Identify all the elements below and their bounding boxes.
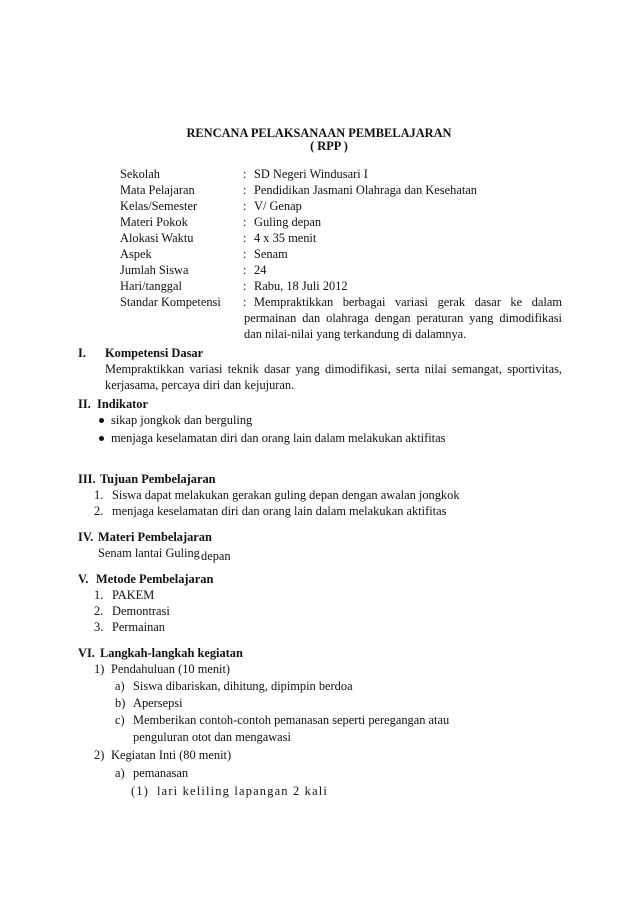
- identity-label: Hari/tanggal: [120, 279, 182, 293]
- list-item-text: Pendahuluan (10 menit): [111, 662, 231, 676]
- list-number: 1): [94, 662, 105, 676]
- identity-colon: :: [243, 167, 247, 181]
- identity-label: Materi Pokok: [120, 215, 188, 229]
- section-number: III.: [78, 472, 96, 486]
- list-number: 1.: [94, 588, 104, 602]
- identity-label: Kelas/Semester: [120, 199, 198, 213]
- section-title: Langkah-langkah kegiatan: [100, 646, 243, 660]
- identity-colon: :: [243, 183, 247, 197]
- identity-value: SD Negeri Windusari I: [254, 167, 368, 181]
- list-item-text: menjaga keselamatan diri dan orang lain dalam melakukan aktifitas: [112, 504, 447, 518]
- list-item: [99, 413, 252, 428]
- identity-value-line: permainan dan olahraga dengan peraturan yang dimodifikasi: [244, 311, 562, 325]
- section-number: V.: [78, 572, 89, 586]
- list-item-text: Siswa dibariskan, dihitung, dipimpin berdoa: [133, 679, 353, 693]
- list-item-text: Siswa dapat melakukan gerakan guling depan dengan awalan jongkok: [112, 488, 460, 502]
- identity-label: Sekolah: [120, 167, 160, 181]
- section-number: VI.: [78, 646, 95, 660]
- list-number: 2.: [94, 504, 104, 518]
- list-item-text: lari keliling lapangan 2 kali: [157, 784, 329, 798]
- identity-value: 24: [254, 263, 267, 277]
- section-text: Senam lantai Guling: [98, 546, 200, 560]
- section-title: Indikator: [97, 397, 148, 411]
- identity-value-line: dan nilai-nilai yang terkandung di dalamnya.: [244, 327, 467, 341]
- identity-value-line: Mempraktikkan berbagai variasi gerak dasar ke dalam: [254, 295, 562, 309]
- identity-value: 4 x 35 menit: [254, 231, 317, 245]
- identity-value: Senam: [254, 247, 288, 261]
- identity-value: V/ Genap: [254, 199, 302, 213]
- identity-colon: :: [243, 263, 247, 277]
- section-number: IV.: [78, 530, 94, 544]
- identity-colon: :: [243, 279, 247, 293]
- list-number: c): [115, 713, 125, 727]
- list-item-text: Kegiatan Inti (80 menit): [111, 748, 232, 762]
- identity-colon: :: [243, 295, 247, 309]
- identity-colon: :: [243, 231, 247, 245]
- list-item-text: PAKEM: [112, 588, 155, 602]
- list-item-text: Apersepsi: [133, 696, 183, 710]
- list-item-text: penguluran otot dan mengawasi: [133, 730, 291, 744]
- identity-value: Rabu, 18 Juli 2012: [254, 279, 348, 293]
- list-number: b): [115, 696, 126, 710]
- list-item-text: sikap jongkok dan berguling: [111, 413, 253, 427]
- list-item: [99, 431, 445, 446]
- list-number: (1): [131, 784, 150, 798]
- identity-label: Mata Pelajaran: [120, 183, 195, 197]
- identity-label: Alokasi Waktu: [120, 231, 194, 245]
- identity-label: Aspek: [120, 247, 152, 261]
- section-number: II.: [78, 397, 91, 411]
- list-number: 1.: [94, 488, 104, 502]
- list-item-text: menjaga keselamatan diri dan orang lain dalam melakukan aktifitas: [111, 431, 446, 445]
- section-title: Kompetensi Dasar: [105, 346, 204, 360]
- document-subtitle: ( RPP ): [310, 139, 348, 153]
- section-number: I.: [78, 346, 86, 360]
- identity-colon: :: [243, 199, 247, 213]
- list-item-text: pemanasan: [133, 766, 189, 780]
- list-number: 3.: [94, 620, 104, 634]
- section-text-line: kerjasama, percaya diri dan kejujuran.: [105, 378, 295, 392]
- document-title: RENCANA PELAKSANAAN PEMBELAJARAN: [186, 126, 452, 140]
- list-number: a): [115, 679, 125, 693]
- identity-colon: :: [243, 215, 247, 229]
- bullet-icon: [99, 436, 104, 441]
- identity-colon: :: [243, 247, 247, 261]
- section-text-line: Mempraktikkan variasi teknik dasar yang dimodifikasi, serta nilai semangat, sportivitas,: [105, 362, 562, 376]
- list-item-text: Permainan: [112, 620, 165, 634]
- identity-label: Jumlah Siswa: [120, 263, 189, 277]
- bullet-icon: [99, 418, 104, 423]
- list-item-text: Demontrasi: [112, 604, 170, 618]
- section-title: Tujuan Pembelajaran: [100, 472, 216, 486]
- list-number: a): [115, 766, 125, 780]
- identity-label: Standar Kompetensi: [120, 295, 221, 309]
- section-title: Metode Pembelajaran: [96, 572, 214, 586]
- section-text: depan: [201, 549, 231, 563]
- section-title: Materi Pembelajaran: [98, 530, 212, 544]
- list-item-text: Memberikan contoh-contoh pemanasan seperti peregangan atau: [133, 713, 450, 727]
- list-number: 2): [94, 748, 105, 762]
- identity-value: Guling depan: [254, 215, 322, 229]
- identity-value: Pendidikan Jasmani Olahraga dan Kesehatan: [254, 183, 477, 197]
- list-number: 2.: [94, 604, 104, 618]
